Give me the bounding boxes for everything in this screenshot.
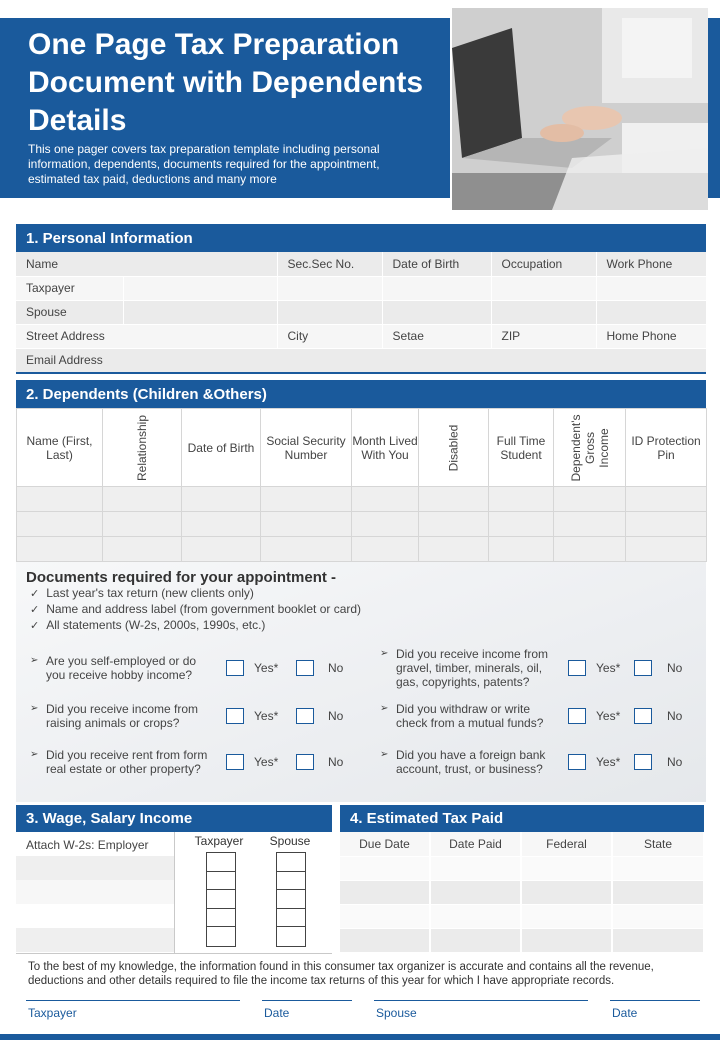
state-field[interactable]: Setae [382, 324, 491, 348]
list-item: ✓ Last year's tax return (new clients only) [30, 586, 361, 602]
question-rent: ➢ Did you receive rent from form real estate or other property? [30, 748, 210, 776]
gravel-no-checkbox[interactable] [634, 660, 652, 676]
date-signature-line[interactable] [262, 1000, 352, 1001]
no-label: No [667, 661, 683, 675]
zip-field[interactable]: ZIP [491, 324, 596, 348]
est-header-federal: Federal [521, 832, 612, 856]
header [0, 0, 720, 214]
header-ssn: Sec.Sec No. [277, 252, 382, 276]
date-label: Date [612, 1006, 638, 1020]
personal-info-header: 1. Personal Information [16, 224, 706, 252]
dep-header-student: Full Time Student [489, 409, 554, 487]
date-signature-line[interactable] [610, 1000, 700, 1001]
attach-w2-label: Attach W-2s: Employer [16, 832, 174, 856]
wage-header: 3. Wage, Salary Income [16, 805, 332, 832]
question-animals-crops: ➢ Did you receive income from raising animals or crops? [30, 702, 210, 730]
spouse-column-label: Spouse [269, 834, 311, 848]
gravel-yes-checkbox[interactable] [568, 660, 586, 676]
spouse-phone-field[interactable] [596, 300, 706, 324]
yes-label: Yes* [254, 709, 279, 723]
spouse-ssn-field[interactable] [277, 300, 382, 324]
yes-label: Yes* [596, 661, 621, 675]
no-label: No [328, 755, 344, 769]
taxpayer-column-label: Taxpayer [194, 834, 244, 848]
dep-header-dob: Date of Birth [182, 409, 261, 487]
self-employed-no-checkbox[interactable] [296, 660, 314, 676]
question-foreign-account: ➢ Did you have a foreign bank account, trust, or business? [380, 748, 556, 776]
header-strip-right [708, 18, 720, 198]
taxpayer-ssn-field[interactable] [277, 276, 382, 300]
yes-label: Yes* [596, 755, 621, 769]
spouse-signature-label: Spouse [376, 1006, 417, 1020]
question-mutual-funds: ➢ Did you withdraw or write check from a mutual funds? [380, 702, 556, 730]
taxpayer-signature-label: Taxpayer [28, 1006, 77, 1020]
declaration-text: To the best of my knowledge, the information found in this consumer tax organizer is accurate and contains all the revenue, deductions and other details required to file the income tax returns of this year for which I have appropriate records. [28, 961, 654, 987]
no-label: No [328, 709, 344, 723]
employer-field[interactable] [16, 880, 174, 904]
header-name: Name [16, 252, 277, 276]
personal-info-table [16, 252, 707, 373]
mutual-funds-yes-checkbox[interactable] [568, 708, 586, 724]
estimated-tax-header: 4. Estimated Tax Paid [340, 805, 704, 832]
dependents-header: 2. Dependents (Children &Others) [16, 380, 706, 408]
yes-label: Yes* [254, 755, 279, 769]
no-label: No [667, 755, 683, 769]
spouse-occupation-field[interactable] [491, 300, 596, 324]
spouse-name-field[interactable] [123, 300, 277, 324]
est-header-date-paid: Date Paid [430, 832, 521, 856]
dep-header-month-lived: Month Lived With You [352, 409, 419, 487]
divider [16, 372, 706, 374]
self-employed-yes-checkbox[interactable] [226, 660, 244, 676]
rent-yes-checkbox[interactable] [226, 754, 244, 770]
spouse-amount-boxes[interactable] [276, 852, 306, 947]
footer-bar [0, 1034, 720, 1040]
city-field[interactable]: City [277, 324, 382, 348]
street-address-field[interactable]: Street Address [16, 324, 277, 348]
dep-header-ssn: Social Security Number [261, 409, 352, 487]
table-row [340, 880, 704, 904]
page-subtitle: This one pager covers tax preparation template including personal information, dependents, documents required for the appointment, estimated tax paid, deductions and many more [28, 142, 380, 186]
list-item: ✓ Name and address label (from government booklet or card) [30, 602, 361, 618]
table-row [340, 856, 704, 880]
spouse-signature-line[interactable] [374, 1000, 588, 1001]
header-strip [0, 18, 12, 198]
employer-field[interactable] [16, 904, 174, 928]
documents-list [30, 586, 361, 634]
animals-yes-checkbox[interactable] [226, 708, 244, 724]
mutual-funds-no-checkbox[interactable] [634, 708, 652, 724]
table-row [17, 537, 707, 562]
date-label: Date [264, 1006, 290, 1020]
rent-no-checkbox[interactable] [296, 754, 314, 770]
taxpayer-signature-line[interactable] [26, 1000, 240, 1001]
foreign-yes-checkbox[interactable] [568, 754, 586, 770]
taxpayer-phone-field[interactable] [596, 276, 706, 300]
est-header-state: State [612, 832, 704, 856]
taxpayer-name-field[interactable] [123, 276, 277, 300]
dep-header-pin: ID Protection Pin [626, 409, 707, 487]
estimated-tax-table [340, 832, 705, 953]
divider [174, 832, 175, 954]
employer-field[interactable] [16, 928, 174, 952]
question-self-employed: ➢ Are you self-employed or do you receive hobby income? [30, 654, 210, 682]
question-gravel-timber: ➢ Did you receive income from gravel, timber, minerals, oil, gas, copyrights, patents? [380, 647, 556, 689]
dep-header-disabled: Disabled [446, 424, 461, 471]
dep-header-gross-income: Dependent's Gross Income [568, 414, 611, 482]
wage-section [16, 832, 332, 954]
no-label: No [328, 661, 344, 675]
spouse-dob-field[interactable] [382, 300, 491, 324]
employer-field[interactable] [16, 856, 174, 880]
taxpayer-amount-boxes[interactable] [206, 852, 236, 947]
taxpayer-dob-field[interactable] [382, 276, 491, 300]
taxpayer-label: Taxpayer [16, 276, 123, 300]
email-field[interactable]: Email Address [16, 348, 706, 372]
table-row [340, 904, 704, 928]
laptop-photo [452, 8, 708, 210]
list-item: ✓ All statements (W-2s, 2000s, 1990s, etc.) [30, 618, 361, 634]
header-work-phone: Work Phone [596, 252, 706, 276]
dep-header-relationship: Relationship [134, 414, 149, 481]
dependents-table [16, 408, 707, 562]
home-phone-field[interactable]: Home Phone [596, 324, 706, 348]
yes-label: Yes* [254, 661, 279, 675]
foreign-no-checkbox[interactable] [634, 754, 652, 770]
header-occupation: Occupation [491, 252, 596, 276]
documents-title: Documents required for your appointment - [26, 569, 337, 586]
header-dob: Date of Birth [382, 252, 491, 276]
yes-label: Yes* [596, 709, 621, 723]
table-row [17, 487, 707, 512]
spouse-label: Spouse [16, 300, 123, 324]
taxpayer-occupation-field[interactable] [491, 276, 596, 300]
dep-header-name: Name (First, Last) [17, 409, 103, 487]
animals-no-checkbox[interactable] [296, 708, 314, 724]
table-row [340, 928, 704, 952]
no-label: No [667, 709, 683, 723]
table-row [17, 512, 707, 537]
page-title: One Page Tax Preparation Document with Dependents Details [28, 28, 424, 137]
est-header-due-date: Due Date [340, 832, 430, 856]
